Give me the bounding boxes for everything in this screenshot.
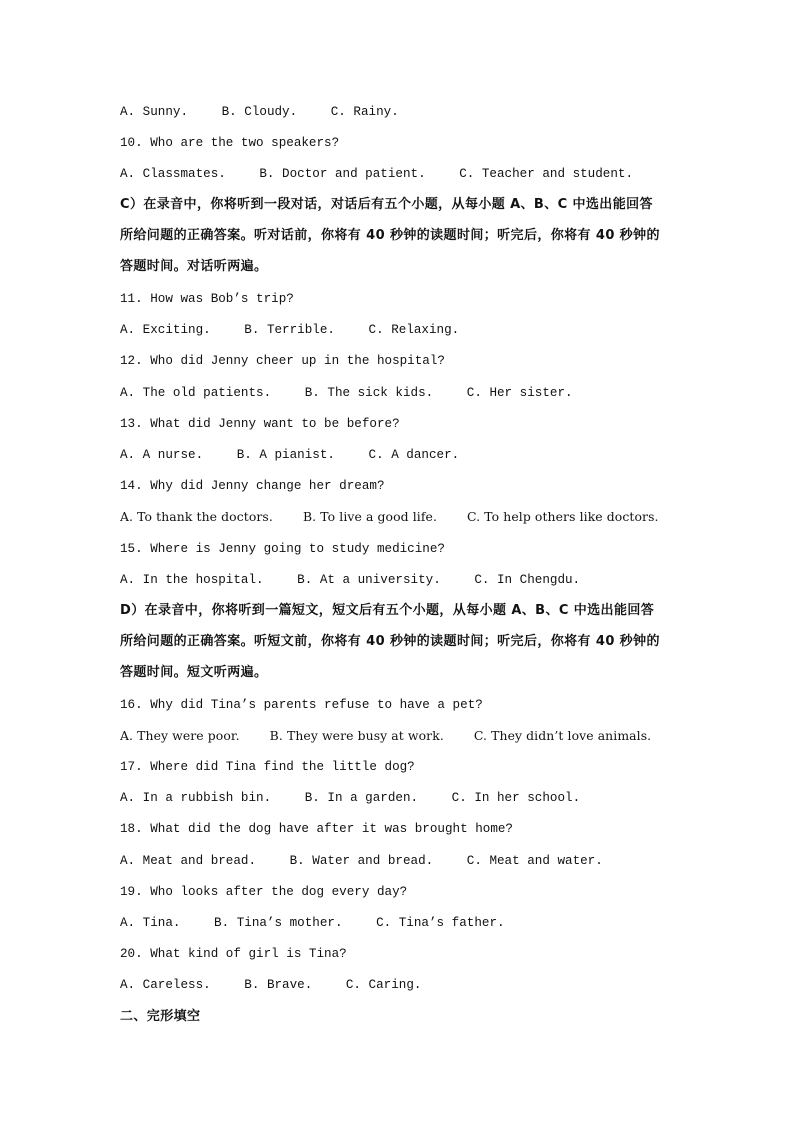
options-line xyxy=(120,104,399,120)
option-b: B. Water and bread. xyxy=(289,854,434,868)
options-line xyxy=(120,853,603,869)
option-b: B. Tina’s mother. xyxy=(214,916,343,930)
section-d-instructions-line-3: 答题时间。短文听两遍。 xyxy=(120,665,268,680)
option-a: A. In the hospital. xyxy=(120,573,264,587)
question-19: 19. Who looks after the dog every day? xyxy=(120,885,408,899)
option-b: B. Cloudy. xyxy=(221,105,298,119)
option-b: B. They were busy at work. xyxy=(269,728,444,743)
option-a: A. Sunny. xyxy=(120,105,189,119)
section-heading-cloze: 二、完形填空 xyxy=(120,1009,201,1024)
options-line xyxy=(120,977,421,993)
question-17: 17. Where did Tina find the little dog? xyxy=(120,760,415,774)
option-c: C. Meat and water. xyxy=(466,854,603,868)
options-line xyxy=(120,166,633,182)
option-b: B. Terrible. xyxy=(244,323,335,337)
option-b: B. In a garden. xyxy=(304,791,419,805)
question-14: 14. Why did Jenny change her dream? xyxy=(120,479,385,493)
option-a: A. Tina. xyxy=(120,916,181,930)
option-a: A. A nurse. xyxy=(120,448,204,462)
option-b: B. At a university. xyxy=(297,573,441,587)
option-a: A. Exciting. xyxy=(120,323,211,337)
options-line xyxy=(120,509,659,525)
question-20: 20. What kind of girl is Tina? xyxy=(120,947,347,961)
option-c: C. In Chengdu. xyxy=(474,573,581,587)
question-15: 15. Where is Jenny going to study medicine? xyxy=(120,542,445,556)
option-c: C. Tina’s father. xyxy=(376,916,505,930)
section-c-instructions-line-3: 答题时间。对话听两遍。 xyxy=(120,259,268,274)
option-c: C. Caring. xyxy=(345,978,422,992)
question-10: 10. Who are the two speakers? xyxy=(120,136,340,150)
option-c: C. To help others like doctors. xyxy=(467,509,659,524)
option-a: A. Meat and bread. xyxy=(120,854,257,868)
section-d-instructions-line-1: D）在录音中，你将听到一篇短文，短文后有五个小题，从每小题 A、B、C 中选出能回答 xyxy=(120,603,655,618)
question-18: 18. What did the dog have after it was brought home? xyxy=(120,822,513,836)
option-b: B. Brave. xyxy=(244,978,313,992)
option-b: B. Doctor and patient. xyxy=(259,167,426,181)
option-a: A. In a rubbish bin. xyxy=(120,791,272,805)
options-line xyxy=(120,447,459,463)
option-c: C. They didn’t love animals. xyxy=(473,728,652,743)
question-11: 11. How was Bob’s trip? xyxy=(120,292,294,306)
option-c: C. A dancer. xyxy=(368,448,460,462)
options-line xyxy=(120,572,580,588)
question-16: 16. Why did Tina’s parents refuse to have a pet? xyxy=(120,698,483,712)
section-d-instructions-line-2: 所给问题的正确答案。听短文前，你将有 40 秒钟的读题时间；听完后，你将有 40 秒钟的 xyxy=(120,634,660,649)
options-line xyxy=(120,915,505,931)
option-b: B. A pianist. xyxy=(236,448,335,462)
option-c: C. Her sister. xyxy=(466,386,573,400)
options-line xyxy=(120,790,580,806)
section-c-instructions-line-1: C）在录音中，你将听到一段对话，对话后有五个小题，从每小题 A、B、C 中选出能回答 xyxy=(120,197,653,212)
option-a: A. The old patients. xyxy=(120,386,272,400)
options-line xyxy=(120,728,651,744)
question-12: 12. Who did Jenny cheer up in the hospital? xyxy=(120,354,445,368)
question-13: 13. What did Jenny want to be before? xyxy=(120,417,400,431)
option-b: B. The sick kids. xyxy=(304,386,434,400)
option-b: B. To live a good life. xyxy=(302,509,437,524)
option-c: C. Teacher and student. xyxy=(459,167,634,181)
options-line xyxy=(120,385,573,401)
option-c: C. Relaxing. xyxy=(368,323,460,337)
option-a: A. To thank the doctors. xyxy=(120,509,273,524)
option-c: C. In her school. xyxy=(451,791,581,805)
option-a: A. Careless. xyxy=(120,978,211,992)
section-c-instructions-line-2: 所给问题的正确答案。听对话前，你将有 40 秒钟的读题时间；听完后，你将有 40 秒钟的 xyxy=(120,228,660,243)
option-c: C. Rainy. xyxy=(330,105,399,119)
option-a: A. They were poor. xyxy=(120,728,240,743)
options-line xyxy=(120,322,459,338)
option-a: A. Classmates. xyxy=(120,167,226,181)
